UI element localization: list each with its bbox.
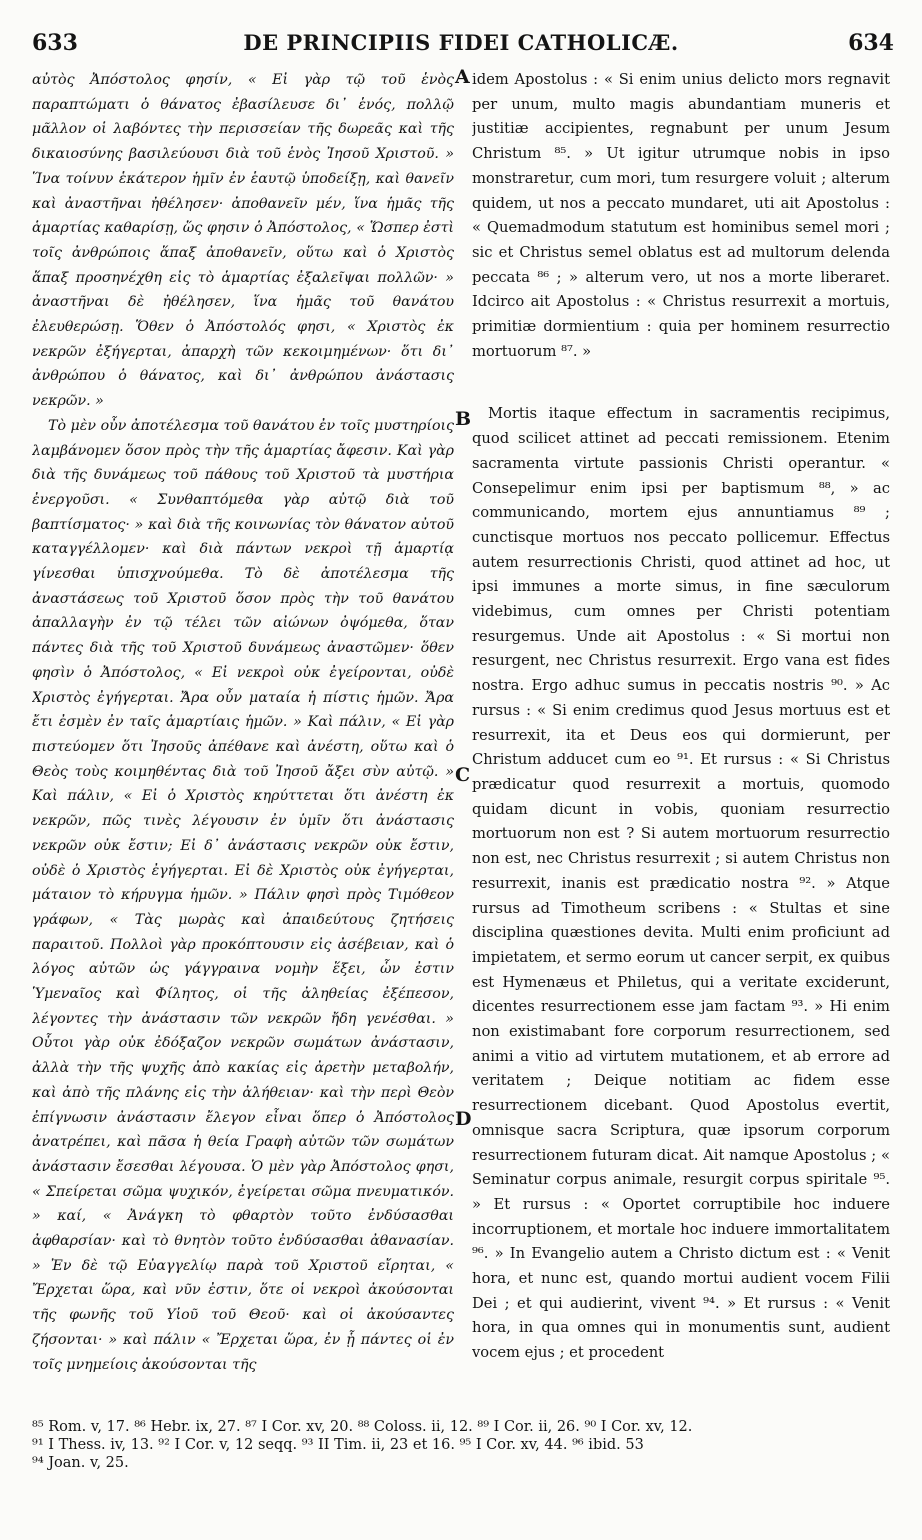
greek-paragraph-1: αὐτὸς Ἀπόστολος φησίν, « Εἰ γὰρ τῷ τοῦ ἑνὸς παραπτώματι ὁ θάνατος ἐβασίλευσε δι᾽ ἑνός, πολλῷ μᾶλλον οἱ λαβόντες τὴν περισσείαν τῆς δωρεᾶς καὶ τῆς δικαιοσύνης βασιλεύουσι διὰ τοῦ ἑνὸς Ἰησοῦ Χριστοῦ. » Ἵνα τοίνυν ἑκάτερον ἡμῖν ἐν ἑαυτῷ ὑποδείξῃ, καὶ θανεῖν καὶ ἀναστῆναι ἠθέλησεν· ἀποθανεῖν μέν, ἵνα ἡμᾶς τῆς ἁμαρτίας καθαρίσῃ, ὥς φησιν ὁ Ἀπόστολος, « Ὥσπερ ἐστὶ τοῖς ἀνθρώποις ἅπαξ ἀποθανεῖν, οὕτω καὶ ὁ Χριστὸς ἅπαξ προσηνέχθη εἰς τὸ ἁμαρτίας ἐξαλεῖψαι πολλῶν· » ἀναστῆναι δὲ ἠθέλησεν, ἵνα ἡμᾶς τοῦ θανάτου ἐλευθερώσῃ. Ὅθεν ὁ Ἀπόστολός φησι, « Χριστὸς ἐκ νεκρῶν ἐξήγερται, ἀπαρχὴ τῶν κεκοιμημένων· ὅτι δι᾽ ἀνθρώπου ὁ θάνατος, καὶ δι᾽ ἀνθρώπου ἀνάστασις νεκρῶν. » — [32, 72, 454, 410]
footnotes — [32, 1418, 890, 1472]
footnote-line-2: ⁹¹ I Thess. iv, 13. ⁹² I Cor. v, 12 seqq. ⁹³ II Tim. ii, 23 et 16. ⁹⁵ I Cor. xv, 44. ⁹⁶ ibid. 53 — [32, 1437, 644, 1453]
page-number-left: 633 — [32, 30, 78, 56]
running-title: DE PRINCIPIIS FIDEI CATHOLICÆ. — [243, 30, 679, 55]
greek-paragraph-2: Τὸ μὲν οὖν ἀποτέλεσμα τοῦ θανάτου ἐν τοῖς μυστηρίοις λαμβάνομεν ὅσον πρὸς τὴν τῆς ἁμαρτίας ἄφεσιν. Καὶ γὰρ διὰ τῆς δυνάμεως τοῦ πάθους τοῦ Χριστοῦ τὰ μυστήρια ἐνεργοῦσι. « Συνθαπτόμεθα γὰρ αὐτῷ διὰ τοῦ βαπτίσματος· » καὶ διὰ τῆς κοινωνίας τὸν θάνατον αὐτοῦ καταγγέλλομεν· καὶ διὰ πάντων νεκροὶ τῇ ἁμαρτίᾳ γίνεσθαι ὑπισχνούμεθα. Τὸ δὲ ἀποτέλεσμα τῆς ἀναστάσεως τοῦ Χριστοῦ ὅσον πρὸς τὴν τοῦ θανάτου ἀπαλλαγὴν ἐν τῷ τέλει τῶν αἰώνων ὀψόμεθα, ὅταν πάντες διὰ τῆς τοῦ Χριστοῦ δυνάμεως ἀναστῶμεν· ὅθεν φησὶν ὁ Ἀπόστολος, « Εἰ νεκροὶ οὐκ ἐγείρονται, οὐδὲ Χριστὸς ἐγήγερται. Ἄρα οὖν ματαία ἡ πίστις ἡμῶν. Ἄρα ἔτι ἐσμὲν ἐν ταῖς ἁμαρτίαις ἡμῶν. » Καὶ πάλιν, « Εἰ γὰρ πιστεύομεν ὅτι Ἰησοῦς ἀπέθανε καὶ ἀνέστη, οὕτω καὶ ὁ Θεὸς τοὺς κοιμηθέντας διὰ τοῦ Ἰησοῦ ἄξει σὺν αὐτῷ. » Καὶ πάλιν, « Εἰ ὁ Χριστὸς κηρύττεται ὅτι ἀνέστη ἐκ νεκρῶν, πῶς τινὲς λέγουσιν ἐν ὑμῖν ὅτι ἀνάστασις νεκρῶν οὐκ ἔστιν; Εἰ δ᾽ ἀνάστασις νεκρῶν οὐκ ἔστιν, οὐδὲ ὁ Χριστὸς ἐγήγερται. Εἰ δὲ Χριστὸς οὐκ ἐγήγερται, μάταιον τὸ κήρυγμα ἡμῶν. » Πάλιν φησὶ πρὸς Τιμόθεον γράφων, « Τὰς μωρὰς καὶ ἀπαιδεύτους ζητήσεις παραιτοῦ. Πολλοὶ γὰρ προκόπτουσιν εἰς ἀσέβειαν, καὶ ὁ λόγος αὐτῶν ὡς γάγγραινα νομὴν ἕξει, ὧν ἐστιν Ὑμεναῖος καὶ Φίλητος, οἱ τῆς ἀληθείας ἐξέπεσον, λέγοντες τὴν ἀνάστασιν τῶν νεκρῶν ἤδη γενέσθαι. » Οὗτοι γὰρ οὐκ ἐδόξαζον νεκρῶν σωμάτων ἀνάστασιν, ἀλλὰ τὴν τῆς ψυχῆς ἀπὸ κακίας εἰς ἀρετὴν μεταβολήν, καὶ ἀπὸ τῆς πλάνης εἰς τὴν ἀλήθειαν· καὶ τὴν περὶ Θεὸν ἐπίγνωσιν ἀνάστασιν ἔλεγον εἶναι ὅπερ ὁ Ἀπόστολος ἀνατρέπει, καὶ πᾶσα ἡ θεία Γραφὴ αὐτῶν τῶν σωμάτων ἀνάστασιν ἔσεσθαι λέγουσα. Ὁ μὲν γὰρ Ἀπόστολος φησι, « Σπείρεται σῶμα ψυχικόν, ἐγείρεται σῶμα πνευματικόν. » καί, « Ἀνάγκη τὸ φθαρτὸν τοῦτο ἐνδύσασθαι ἀφθαρσίαν· καὶ τὸ θνητὸν τοῦτο ἐνδύσασθαι ἀθανασίαν. » Ἐν δὲ τῷ Εὐαγγελίῳ παρὰ τοῦ Χριστοῦ εἴρηται, « Ἔρχεται ὥρα, καὶ νῦν ἐστιν, ὅτε οἱ νεκροὶ ἀκούσονται τῆς φωνῆς τοῦ Υἱοῦ τοῦ Θεοῦ· καὶ οἱ ἀκούσαντες ζήσονται· » καὶ πάλιν « Ἔρχεται ὥρα, ἐν ᾗ πάντες οἱ ἐν τοῖς μνημείοις ἀκούσονται τῆς — [32, 417, 454, 1373]
page-header — [0, 30, 922, 64]
section-marker-a: A — [455, 66, 470, 88]
greek-column — [32, 68, 454, 1408]
footnote-line-3: ⁹⁴ Joan. v, 25. — [32, 1455, 129, 1471]
latin-paragraph-1: idem Apostolus : « Si enim unius delicto mors regnavit per unum, multo magis abundantiam muneris et justitiæ accipientes, regnabunt per unum Jesum Christum ⁸⁵. » Ut igitur utrumque nobis in ipso monstraretur, cum mori, tum resurgere voluit ; alterum quidem, ut nos a peccato mundaret, uti ait Apostolus : « Quemadmodum statutum est hominibus semel mori ; sic et Christus semel oblatus est ad multorum delenda peccata ⁸⁶ ; » alterum vero, ut nos a morte liberaret. Idcirco ait Apostolus : « Christus resurrexit a mortuis, primitiæ dormientium : quia per hominem resurrectio mortuorum ⁸⁷. » — [472, 71, 890, 360]
section-marker-d: D — [455, 1108, 472, 1130]
footnote-line-1: ⁸⁵ Rom. v, 17. ⁸⁶ Hebr. ix, 27. ⁸⁷ I Cor. xv, 20. ⁸⁸ Coloss. ii, 12. ⁸⁹ I Cor. ii, 26. ⁹⁰ I Cor. xv, 12. — [32, 1419, 693, 1435]
section-marker-c: C — [455, 764, 471, 786]
page-number-right: 634 — [848, 30, 894, 56]
latin-paragraph-2: Mortis itaque effectum in sacramentis recipimus, quod scilicet attinet ad peccati remissionem. Etenim sacramenta virtute passionis Christi operantur. « Consepelimur enim ipsi per baptismum ⁸⁸, » ac communicando, mortem ejus annuntiamus ⁸⁹ ; cunctisque mortuos nos peccato pollicemur. Effectus autem resurrectionis Christi, quod attinet ad hoc, ut ipsi immunes a morte simus, in fine sæculorum videbimus, cum omnes per Christi potentiam resurgemus. Unde ait Apostolus : « Si mortui non resurgent, nec Christus resurrexit. Ergo vana est fides nostra. Ergo adhuc sumus in peccatis nostris ⁹⁰. » Ac rursus : « Si enim credimus quod Jesus mortuus est et resurrexit, ita et Deus eos qui dormierunt, per Christum adducet cum eo ⁹¹. Et rursus : « Si Christus prædicatur quod resurrexit a mortuis, quomodo quidam dicunt in vobis, quoniam resurrectio mortuorum non est ? Si autem mortuorum resurrectio non est, nec Christus resurrexit ; si autem Christus non resurrexit, inanis est prædicatio nostra ⁹². » Atque rursus ad Timotheum scribens : « Stultas et sine disciplina quæstiones devita. Multi enim proficiunt ad impietatem, et sermo eorum ut cancer serpit, ex quibus est Hymenæus et Philetus, qui a veritate exciderunt, dicentes resurrectionem esse jam factam ⁹³. » Hi enim non existimabant fore corporum resurrectionem, sed animi a vitio ad virtutem mutationem, et ab errore ad veritatem ; Deique notitiam ac fidem esse resurrectionem dicebant. Quod Apostolus evertit, omnisque sacra Scriptura, quæ ipsorum corporum resurrectionem futuram dicat. Ait namque Apostolus ; « Seminatur corpus animale, resurgit corpus spiritale ⁹⁵. » Et rursus : « Oportet corruptibile hoc induere incorruptionem, et mortale hoc induere immortalitatem ⁹⁶. » In Evangelio autem a Christo dictum est : « Venit hora, et nunc est, quando mortui audient vocem Filii Dei ; et qui audierint, vivent ⁹⁴. » Et rursus : « Venit hora, in qua omnes qui in monumentis sunt, audient vocem ejus ; et procedent — [472, 405, 890, 1362]
latin-column — [472, 68, 890, 1408]
section-marker-b: B — [455, 408, 472, 430]
